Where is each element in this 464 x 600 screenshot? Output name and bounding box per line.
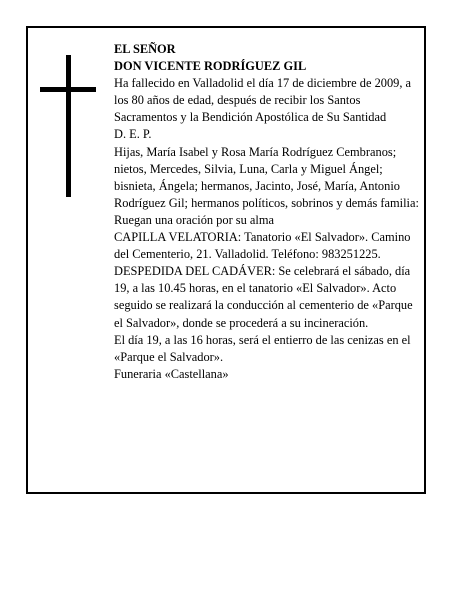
- cross-vertical-bar: [66, 55, 71, 197]
- funeral-home: Funeraria «Castellana»: [114, 366, 229, 381]
- wake-chapel-info: CAPILLA VELATORIA: Tanatorio «El Salvador». Camino del Cementerio, 21. Valladolid. Teléfono: 983251225.: [114, 230, 411, 262]
- rip-line: D. E. P.: [114, 127, 152, 142]
- death-announcement: Ha fallecido en Valladolid el día 17 de diciembre de 2009, a los 80 años de edad, después de recibir los Santos Sacramentos y la Bendición Apostólica de Su Santidad: [114, 76, 412, 125]
- farewell-info: DESPEDIDA DEL CADÁVER: Se celebrará el sábado, día 19, a las 10.45 horas, en el tanatorio «El Salvador». Acto seguido se realizará la conducción al cementerio de «Parque el Salvador», donde se procederá a su incineración.: [114, 264, 413, 330]
- cross-icon: [40, 55, 96, 197]
- deceased-name: DON VICENTE RODRÍGUEZ GIL: [114, 59, 307, 74]
- obituary-notice: [26, 26, 426, 494]
- ashes-burial-info: El día 19, a las 16 horas, será el entierro de las cenizas en el «Parque el Salvador».: [114, 332, 411, 364]
- cross-horizontal-bar: [40, 87, 96, 92]
- family-members: Hijas, María Isabel y Rosa María Rodríguez Cembranos; nietos, Mercedes, Silvia, Luna, Carla y Miguel Ángel; bisnieta, Ángela; hermanos, Jacinto, José, María, Antonio Rodríguez Gil; hermanos políticos, sobrinos y demás familia:: [114, 144, 419, 210]
- notice-text: [114, 41, 420, 383]
- prayer-request: Ruegan una oración por su alma: [114, 212, 274, 227]
- notice-title-line1: EL SEÑOR: [114, 42, 176, 56]
